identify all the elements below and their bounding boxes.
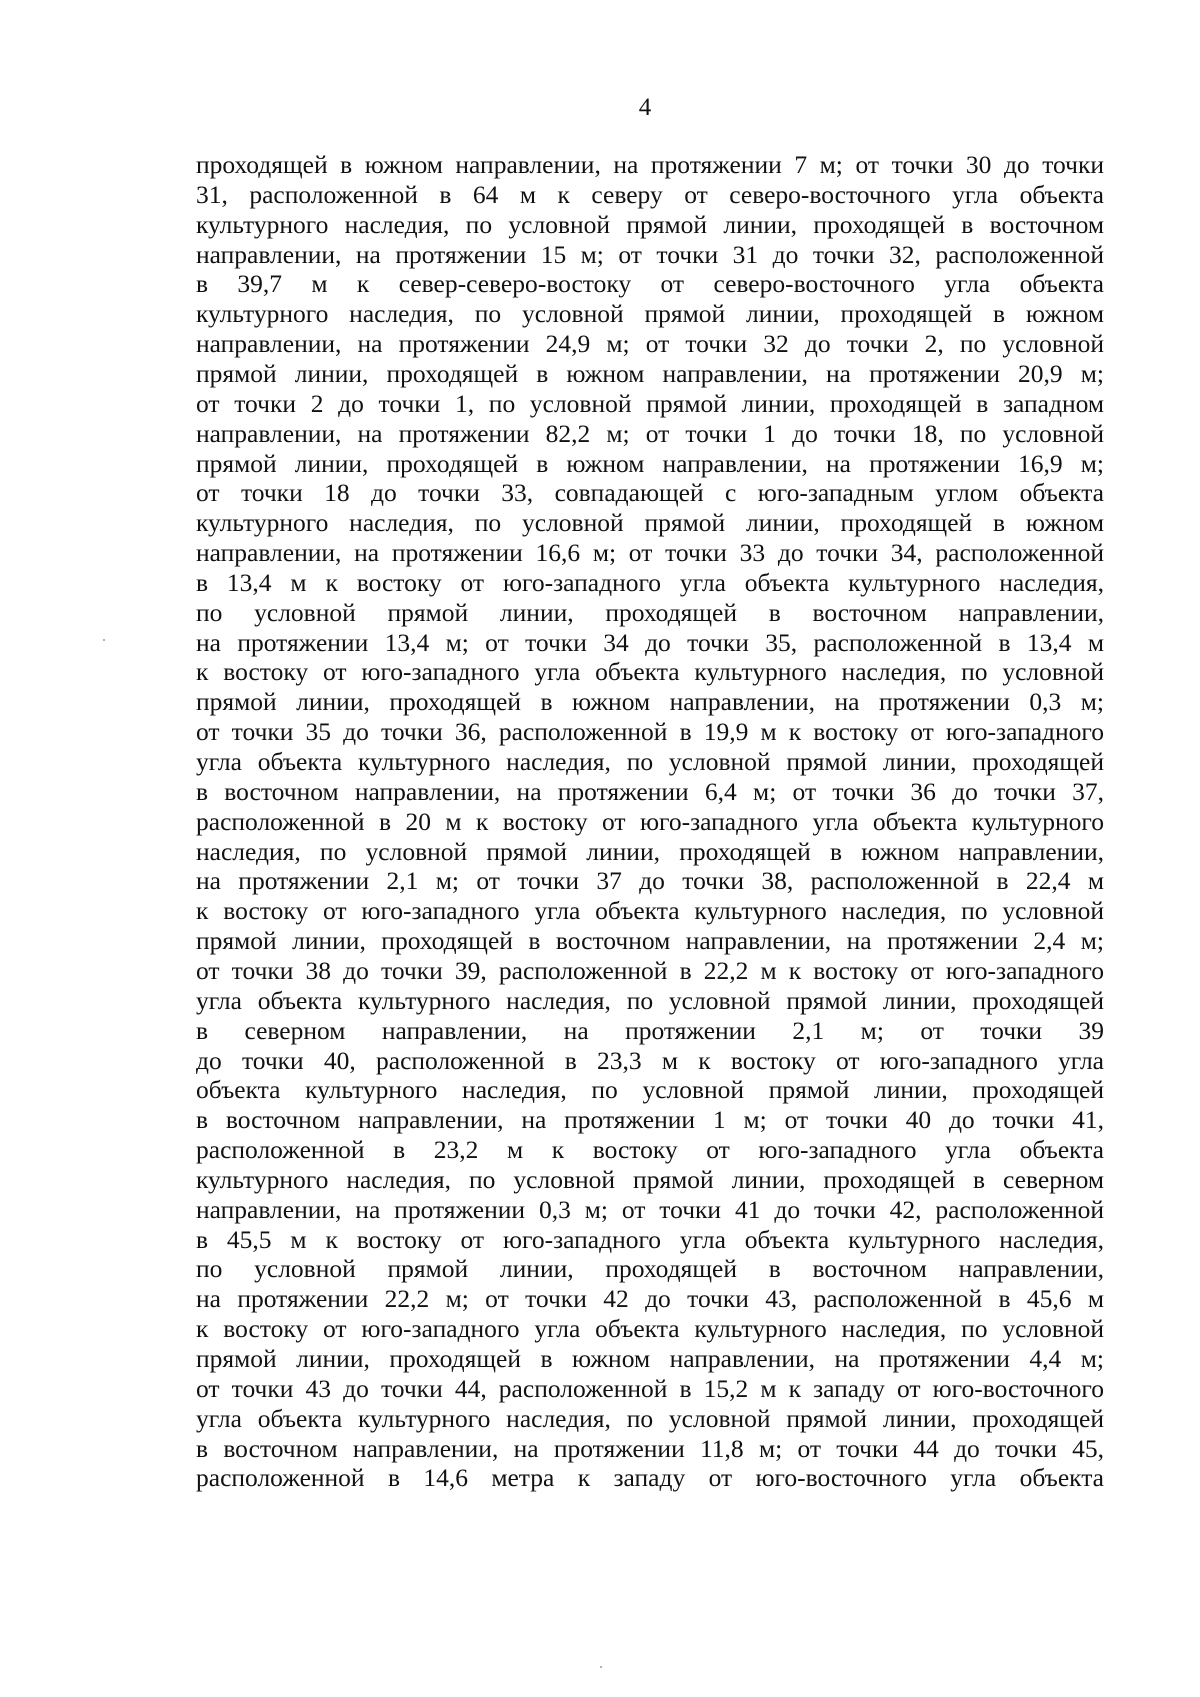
text-line: направлении, на протяжении 0,3 м; от точки 41 до точки 42, расположенной (196, 1194, 1104, 1224)
text-line: в 39,7 м к север-северо-востоку от северо-восточного угла объекта (196, 269, 1104, 299)
text-line: прямой линии, проходящей в южном направлении, на протяжении 16,9 м; (196, 448, 1104, 478)
text-line: по условной прямой линии, проходящей в восточном направлении, (196, 597, 1104, 627)
text-line: в восточном направлении, на протяжении 11,8 м; от точки 44 до точки 45, (196, 1433, 1104, 1463)
text-line: прямой линии, проходящей в южном направлении, на протяжении 4,4 м; (196, 1344, 1104, 1373)
text-line: направлении, на протяжении 15 м; от точки 31 до точки 32, расположенной (196, 239, 1104, 269)
text-line: в 45,5 м к востоку от юго-западного угла объекта культурного наследия, (196, 1224, 1104, 1254)
text-line: в 13,4 м к востоку от юго-западного угла объекта культурного наследия, (196, 567, 1104, 597)
text-line: направлении, на протяжении 16,6 м; от точки 33 до точки 34, расположенной (196, 538, 1104, 568)
text-line: до точки 40, расположенной в 23,3 м к востоку от юго-западного угла (196, 1045, 1104, 1075)
page-number: 4 (638, 94, 652, 121)
text-line: прямой линии, проходящей в южном направлении, на протяжении 0,3 м; (196, 687, 1104, 717)
text-line: по условной прямой линии, проходящей в восточном направлении, (196, 1254, 1104, 1284)
text-line: от точки 38 до точки 39, расположенной в 22,2 м к востоку от юго-западного (196, 955, 1104, 985)
text-line: угла объекта культурного наследия, по условной прямой линии, проходящей (196, 985, 1104, 1015)
text-line: угла объекта культурного наследия, по условной прямой линии, проходящей (196, 1403, 1104, 1433)
text-line: культурного наследия, по условной прямой линии, проходящей в южном (196, 508, 1104, 538)
text-line: на протяжении 13,4 м; от точки 34 до точки 35, расположенной в 13,4 м (196, 627, 1104, 657)
text-line: в северном направлении, на протяжении 2,1 м; от точки 39 (196, 1015, 1104, 1045)
scan-speck (103, 639, 105, 641)
text-line: направлении, на протяжении 82,2 м; от точки 1 до точки 18, по условной (196, 418, 1104, 448)
text-line: прямой линии, проходящей в восточном направлении, на протяжении 2,4 м; (196, 926, 1104, 956)
text-line: к востоку от юго-западного угла объекта культурного наследия, по условной (196, 657, 1104, 687)
text-line: в восточном направлении, на протяжении 6,4 м; от точки 36 до точки 37, (196, 776, 1104, 806)
text-line: прямой линии, проходящей в южном направлении, на протяжении 20,9 м; (196, 358, 1104, 388)
text-line: расположенной в 14,6 метра к западу от юго-восточного угла объекта (196, 1463, 1104, 1493)
text-line: культурного наследия, по условной прямой линии, проходящей в северном (196, 1164, 1104, 1194)
text-line: к востоку от юго-западного угла объекта культурного наследия, по условной (196, 1314, 1104, 1344)
text-line: к востоку от юго-западного угла объекта культурного наследия, по условной (196, 896, 1104, 926)
text-line: от точки 35 до точки 36, расположенной в 19,9 м к востоку от юго-западного (196, 717, 1104, 747)
text-line: от точки 18 до точки 33, совпадающей с юго-западным углом объекта (196, 478, 1104, 508)
text-line: на протяжении 22,2 м; от точки 42 до точки 43, расположенной в 45,6 м (196, 1284, 1104, 1314)
text-line: культурного наследия, по условной прямой линии, проходящей в южном (196, 299, 1104, 329)
text-line: 31, расположенной в 64 м к северу от северо-восточного угла объекта (196, 179, 1104, 209)
text-line: угла объекта культурного наследия, по условной прямой линии, проходящей (196, 747, 1104, 776)
text-line: в восточном направлении, на протяжении 1 м; от точки 40 до точки 41, (196, 1105, 1104, 1135)
text-line: культурного наследия, по условной прямой линии, проходящей в восточном (196, 209, 1104, 239)
scan-speck (600, 1666, 602, 1668)
text-line: на протяжении 2,1 м; от точки 37 до точки 38, расположенной в 22,4 м (196, 866, 1104, 896)
text-line: направлении, на протяжении 24,9 м; от точки 32 до точки 2, по условной (196, 329, 1104, 359)
text-line: проходящей в южном направлении, на протяжении 7 м; от точки 30 до точки (196, 150, 1104, 179)
text-line: от точки 2 до точки 1, по условной прямой линии, проходящей в западном (196, 388, 1104, 418)
text-line: наследия, по условной прямой линии, проходящей в южном направлении, (196, 836, 1104, 866)
text-line: объекта культурного наследия, по условной прямой линии, проходящей (196, 1075, 1104, 1105)
text-line: от точки 43 до точки 44, расположенной в 15,2 м к западу от юго-восточного (196, 1373, 1104, 1403)
text-line: расположенной в 20 м к востоку от юго-западного угла объекта культурного (196, 806, 1104, 836)
text-line: расположенной в 23,2 м к востоку от юго-западного угла объекта (196, 1135, 1104, 1165)
